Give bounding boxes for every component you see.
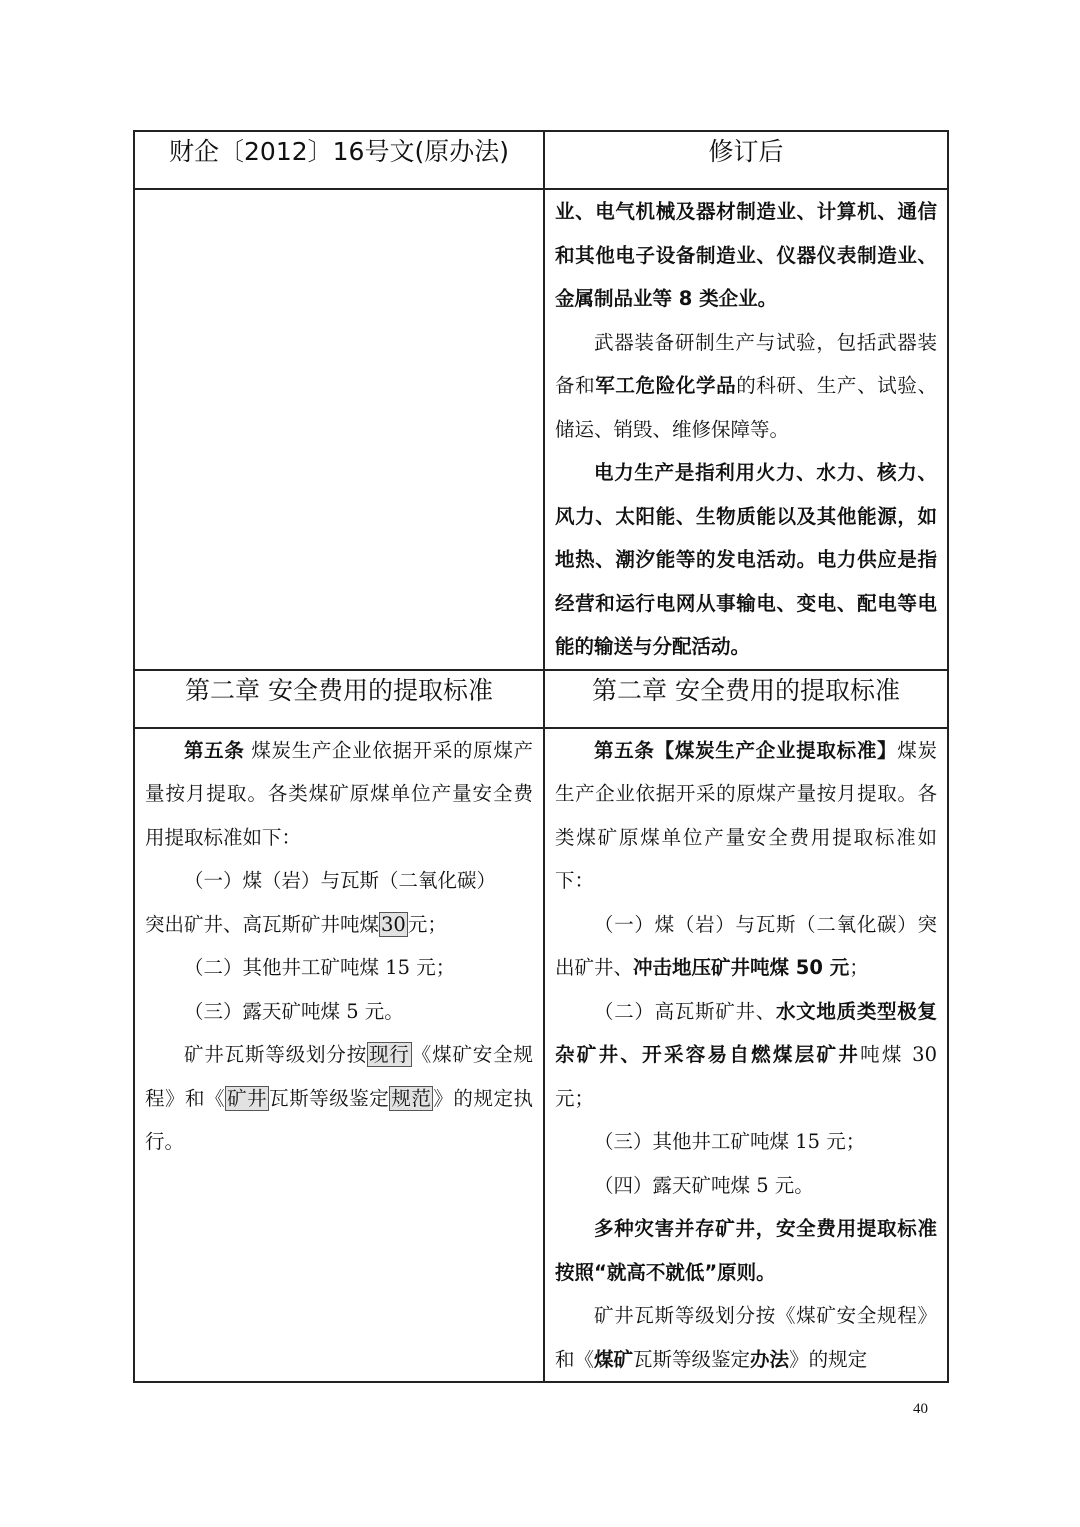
row2-left-cell [134, 728, 544, 1383]
bold-text-run: 军工危险化学品 [595, 374, 737, 397]
page-number: 40 [913, 1401, 928, 1417]
row1-right-para-2 [555, 321, 937, 452]
text-run: （二）高瓦斯矿井、 [594, 999, 776, 1023]
deleted-text-mark: 30 [381, 912, 406, 936]
row2-right-cell [544, 728, 948, 1383]
left-gas-rule [145, 1033, 533, 1164]
chapter-row [134, 670, 948, 728]
left-item-1-cont [145, 903, 533, 947]
text-run: 突出矿井、高瓦斯矿井吨煤 [145, 912, 380, 936]
text-run: 武器装备研制生产与试验，包括武器装备和 [555, 330, 937, 397]
text-run: 《煤矿安全规程》和《 [145, 1043, 533, 1110]
text-run: 》的规定执行。 [145, 1086, 533, 1153]
bold-text-run: 煤矿 [594, 1347, 634, 1371]
text-run: （一）煤（岩）与瓦斯（二氧化碳）突出矿井、 [555, 912, 937, 979]
row1-right-cell [544, 189, 948, 670]
article-label: 第五条【煤炭生产企业提取标准】 [594, 738, 898, 762]
bold-text-run: 冲击地压矿井吨煤 50 元 [633, 956, 850, 979]
text-run: 元； [407, 912, 447, 936]
comparison-table [133, 130, 949, 1383]
header-row [134, 131, 948, 189]
content-row-1 [134, 189, 948, 670]
bold-text-run: 办法 [750, 1347, 790, 1371]
deleted-text-mark: 规范 [391, 1086, 432, 1110]
content-row-2 [134, 728, 948, 1383]
bold-text-run: 水文地质类型极复杂矿井、开采容易自燃煤层矿井 [555, 999, 937, 1066]
text-run: 矿井瓦斯等级划分按 [184, 1043, 368, 1066]
text-run: 矿井瓦斯等级划分按《煤矿安全规程》和《 [555, 1304, 937, 1371]
right-article-5 [555, 729, 937, 903]
right-gas-rule [555, 1294, 937, 1381]
left-item-3: （三）露天矿吨煤 5 元。 [184, 999, 404, 1023]
text-run: 吨煤 30 元； [555, 1043, 937, 1110]
header-right: 修订后 [544, 131, 948, 189]
row1-right-para-1: 业、电气机械及器材制造业、计算机、通信和其他电子设备制造业、仪器仪表制造业、金属制品业等 8 类企业。 [555, 200, 937, 310]
text-run: 煤炭生产企业依据开采的原煤产量按月提取。各类煤矿原煤单位产量安全费用提取标准如下： [555, 738, 937, 892]
article-label: 第五条 [184, 738, 245, 762]
right-item-1 [555, 903, 937, 990]
right-item-4: （四）露天矿吨煤 5 元。 [594, 1173, 814, 1197]
left-article-5 [145, 729, 533, 860]
text-run: 瓦斯等级鉴定 [633, 1347, 751, 1371]
text-run: 瓦斯等级鉴定 [269, 1086, 390, 1110]
header-left: 财企〔2012〕16号文(原办法) [134, 131, 544, 189]
row1-left-cell [134, 189, 544, 670]
deleted-text-mark: 现行 [369, 1043, 410, 1066]
left-item-2: （二）其他井工矿吨煤 15 元； [184, 956, 456, 979]
text-run: 煤炭生产企业依据开采的原煤产量按月提取。各类煤矿原煤单位产量安全费用提取标准如下： [145, 738, 533, 849]
right-item-2 [555, 990, 937, 1121]
text-run: 》的规定 [789, 1347, 868, 1371]
text-run: 的科研、生产、试验、储运、销毁、维修保障等。 [555, 374, 937, 441]
chapter-right: 第二章 安全费用的提取标准 [544, 670, 948, 728]
right-item-3: （三）其他井工矿吨煤 15 元； [594, 1130, 866, 1153]
row1-right-para-3: 电力生产是指利用火力、水力、核力、风力、太阳能、生物质能以及其他能源，如地热、潮汐能等的发电活动。电力供应是指经营和运行电网从事输电、变电、配电等电能的输送与分配活动。 [555, 461, 937, 658]
left-item-1: （一）煤（岩）与瓦斯（二氧化碳） [184, 869, 497, 892]
text-run: ； [849, 956, 869, 979]
right-multi-hazard-rule: 多种灾害并存矿井，安全费用提取标准按照“就高不就低”原则。 [555, 1217, 937, 1284]
chapter-left: 第二章 安全费用的提取标准 [134, 670, 544, 728]
deleted-text-mark: 矿井 [227, 1086, 268, 1110]
